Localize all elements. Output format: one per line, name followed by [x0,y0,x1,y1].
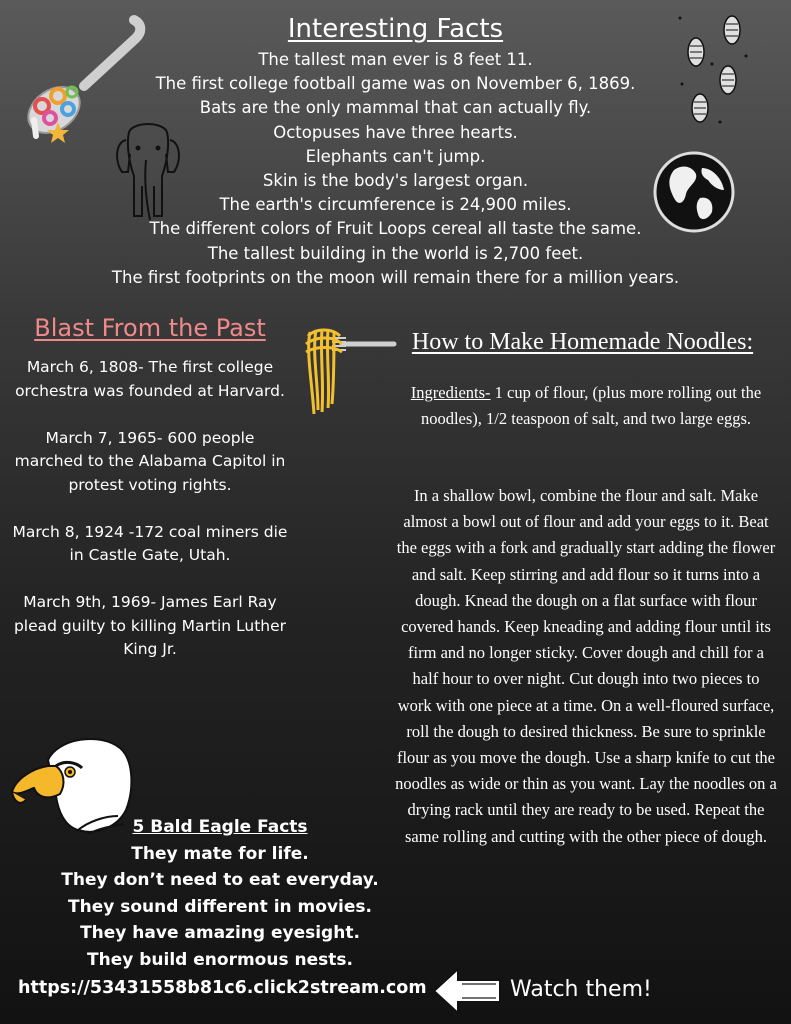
fact-item: The tallest building in the world is 2,700 feet. [207,243,584,263]
fact-item: The earth's circumference is 24,900 miles. [219,195,572,215]
moon-footprints-icon [676,12,752,130]
fact-item: The tallest man ever is 8 feet 11. [258,50,533,69]
eagle-fact-item: They build enormous nests. [87,949,353,970]
fact-item: Bats are the only mammal that can actually fly. [199,98,592,118]
arrow-left-icon[interactable] [432,966,504,1016]
fact-item: The first college football game was on November 6, 1869. [155,74,636,94]
eagle-fact-item: They mate for life. [131,843,309,864]
past-item: March 9th, 1969- James Earl Ray plead guilty to killing Martin Luther King Jr. [13,593,287,658]
past-item: March 6, 1808- The first college orchestra was founded at Harvard. [15,358,285,400]
noodle-title: How to Make Homemade Noodles: [411,329,754,355]
elephant-icon [112,120,184,222]
ingredients [395,380,777,432]
fact-item: Octopuses have three hearts. [273,122,518,142]
fact-item: Skin is the body's largest organ. [262,171,529,191]
fact-item: The different colors of Fruit Loops cereal all taste the same. [149,219,642,239]
stream-url[interactable]: https://53431558b81c6.click2stream.com [18,978,427,998]
ingredients-text: 1 cup of flour, (plus more rolling out the noodles), 1/2 teaspoon of salt, and two large eggs. [420,383,762,428]
eagle-facts [0,814,440,973]
eagle-fact-item: They have amazing eyesight. [80,923,360,943]
facts-title: Interesting Facts [287,14,504,44]
globe-icon [652,150,736,234]
directions: In a shallow bowl, combine the flour and salt. Make almost a bowl out of flour and add your eggs to it. Beat the eggs with a fork and gradually start adding the flower and salt. Keep stirring and add flour so it turns into a dough. Knead the dough on a flat surface with flour covered hands. Keep kneading and adding flour until its firm and no longer sticky. Cover dough and chill for a half hour to over night. Cut dough into two pieces to work with one piece at a time. On a well-floured surface, roll the dough to desired thickness. Be sure to sprinkle flour as you move the dough. Use a sharp knife to cut the noodles as wide or thin as you want. Lay the noodles on a drying rack until they are ready to be used. Repeat the same rolling and cutting with the other piece of dough. [395,486,777,846]
eagle-title: 5 Bald Eagle Facts [132,817,308,837]
eagle-fact-item: They don’t need to eat everyday. [61,870,379,890]
ingredients-label: Ingredients- [410,383,491,402]
fact-item: Elephants can't jump. [305,146,486,166]
watch-them-link[interactable]: Watch them! [510,977,652,1002]
noodle-fork-icon [302,322,396,418]
fact-item: The first footprints on the moon will remain there for a million years. [111,267,680,287]
past-list [12,356,288,685]
past-title: Blast From the Past [34,314,266,342]
past-item: March 7, 1965- 600 people marched to the Alabama Capitol in protest voting rights. [14,428,286,494]
eagle-fact-item: They sound different in movies. [68,896,372,917]
past-item: March 8, 1924 -172 coal miners die in Castle Gate, Utah. [12,522,288,564]
